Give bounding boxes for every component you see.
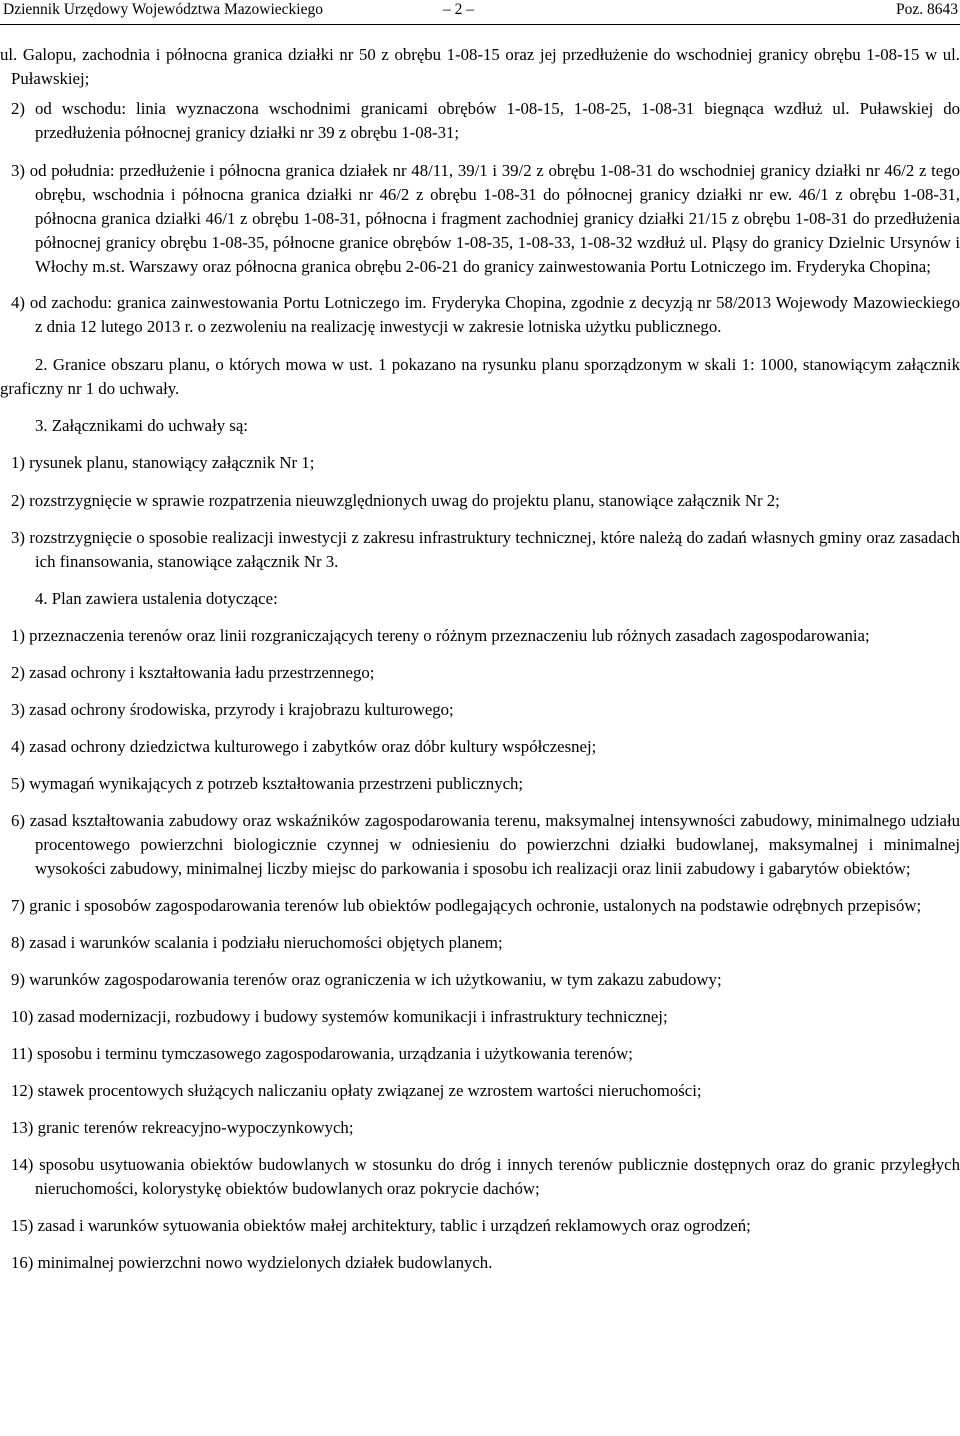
list-item-1: 1) przeznaczenia terenów oraz linii rozgraniczających tereny o różnym przeznaczeniu lub różnych zasadach zagospodarowania; — [11, 626, 870, 645]
paragraph-section-2: 2. Granice obszaru planu, o których mowa w ust. 1 pokazano na rysunku planu sporządzonym w skali 1: 1000, stanowiącym załącznik graficzny nr 1 do uchwały. — [0, 355, 960, 398]
list-item-10: 10) zasad modernizacji, rozbudowy i budowy systemów komunikacji i infrastruktury technicznej; — [11, 1007, 668, 1026]
position-number: Poz. 8643 — [896, 1, 958, 18]
paragraph-boundary-north-cont: ul. Galopu, zachodnia i północna granica działki nr 50 z obrębu 1-08-15 oraz jej przedłużenie do wschodniej granicy obrębu 1-08-15 w ul. Puławskiej; — [0, 45, 960, 88]
paragraph-section-4: 4. Plan zawiera ustalenia dotyczące: — [35, 589, 278, 608]
list-item-13: 13) granic terenów rekreacyjno-wypoczynkowych; — [11, 1118, 354, 1137]
list-item-9: 9) warunków zagospodarowania terenów oraz ograniczenia w ich użytkowaniu, w tym zakazu zabudowy; — [11, 970, 722, 989]
list-item-8: 8) zasad i warunków scalania i podziału nieruchomości objętych planem; — [11, 933, 503, 952]
page-number: – 2 – — [443, 1, 474, 18]
list-item-attachment-2: 2) rozstrzygnięcie w sprawie rozpatrzenia nieuwzględnionych uwag do projektu planu, stanowiące załącznik Nr 2; — [11, 491, 780, 510]
list-item-attachment-1: 1) rysunek planu, stanowiący załącznik Nr 1; — [11, 453, 315, 472]
paragraph-boundary-south: 3) od południa: przedłużenie i północna granica działek nr 48/11, 39/1 i 39/2 z obrębu 1-08-31 do wschodniej granicy działki nr 46/2 z tego obrębu, wschodnia i północna granica działki nr 46/2 z obrębu 1-08-31 do północnej granicy działki nr ew. 46/1 z obrębu 1-08-31, północna granica działki 46/1 z obrębu 1-08-31, północna i fragment zachodniej granicy działki 21/15 z obrębu 1-08-31 do przedłużenia północnej granicy obrębu 1-08-35, północne granice obrębów 1-08-35, 1-08-33, 1-08-32 wzdłuż ul. Pląsy do granicy Dzielnic Ursynów i Włochy m.st. Warszawy oraz północna granica obrębu 2-06-21 do granicy zainwestowania Portu Lotniczego im. Fryderyka Chopina; — [11, 161, 960, 276]
list-item-16: 16) minimalnej powierzchni nowo wydzielonych działek budowlanych. — [11, 1253, 493, 1272]
document-body — [0, 43, 960, 1275]
page-header — [0, 0, 960, 25]
list-item-6: 6) zasad kształtowania zabudowy oraz wskaźników zagospodarowania terenu, maksymalnej intensywności zabudowy, minimalnego udziału procentowego powierzchni biologicznie czynnej w odniesieniu do powierzchni działki budowlanej, maksymalnej i minimalnej wysokości zabudowy, minimalnej liczby miejsc do parkowania i sposobu ich realizacji oraz linii zabudowy i gabarytów obiektów; — [11, 811, 960, 878]
list-item-12: 12) stawek procentowych służących naliczaniu opłaty związanej ze wzrostem wartości nieruchomości; — [11, 1081, 702, 1100]
journal-title: Dziennik Urzędowy Województwa Mazowieckiego — [3, 1, 323, 18]
list-item-2: 2) zasad ochrony i kształtowania ładu przestrzennego; — [11, 663, 375, 682]
list-item-5: 5) wymagań wynikających z potrzeb kształtowania przestrzeni publicznych; — [11, 774, 524, 793]
paragraph-boundary-east: 2) od wschodu: linia wyznaczona wschodnimi granicami obrębów 1-08-15, 1-08-25, 1-08-31 biegnąca wzdłuż ul. Puławskiej do przedłużenia północnej granicy działki nr 39 z obrębu 1-08-31; — [11, 99, 960, 142]
list-item-11: 11) sposobu i terminu tymczasowego zagospodarowania, urządzania i użytkowania terenów; — [11, 1044, 633, 1063]
list-item-attachment-3: 3) rozstrzygnięcie o sposobie realizacji inwestycji z zakresu infrastruktury technicznej, które należą do zadań własnych gminy oraz zasadach ich finansowania, stanowiące załącznik Nr 3. — [11, 528, 960, 571]
paragraph-boundary-west: 4) od zachodu: granica zainwestowania Portu Lotniczego im. Fryderyka Chopina, zgodnie z decyzją nr 58/2013 Wojewody Mazowieckiego z dnia 12 lutego 2013 r. o zezwoleniu na realizację inwestycji w zakresie lotniska użytku publicznego. — [11, 293, 960, 336]
list-item-4: 4) zasad ochrony dziedzictwa kulturowego i zabytków oraz dóbr kultury współczesnej; — [11, 737, 597, 756]
list-item-3: 3) zasad ochrony środowiska, przyrody i krajobrazu kulturowego; — [11, 700, 454, 719]
paragraph-section-3: 3. Załącznikami do uchwały są: — [35, 416, 248, 435]
list-item-14: 14) sposobu usytuowania obiektów budowlanych w stosunku do dróg i innych terenów publicznie dostępnych oraz do granic przyległych nieruchomości, kolorystykę obiektów budowlanych oraz pokrycie dachów; — [11, 1155, 960, 1198]
list-item-7: 7) granic i sposobów zagospodarowania terenów lub obiektów podlegających ochronie, ustalonych na podstawie odrębnych przepisów; — [11, 896, 922, 915]
list-item-15: 15) zasad i warunków sytuowania obiektów małej architektury, tablic i urządzeń reklamowych oraz ogrodzeń; — [11, 1216, 751, 1235]
